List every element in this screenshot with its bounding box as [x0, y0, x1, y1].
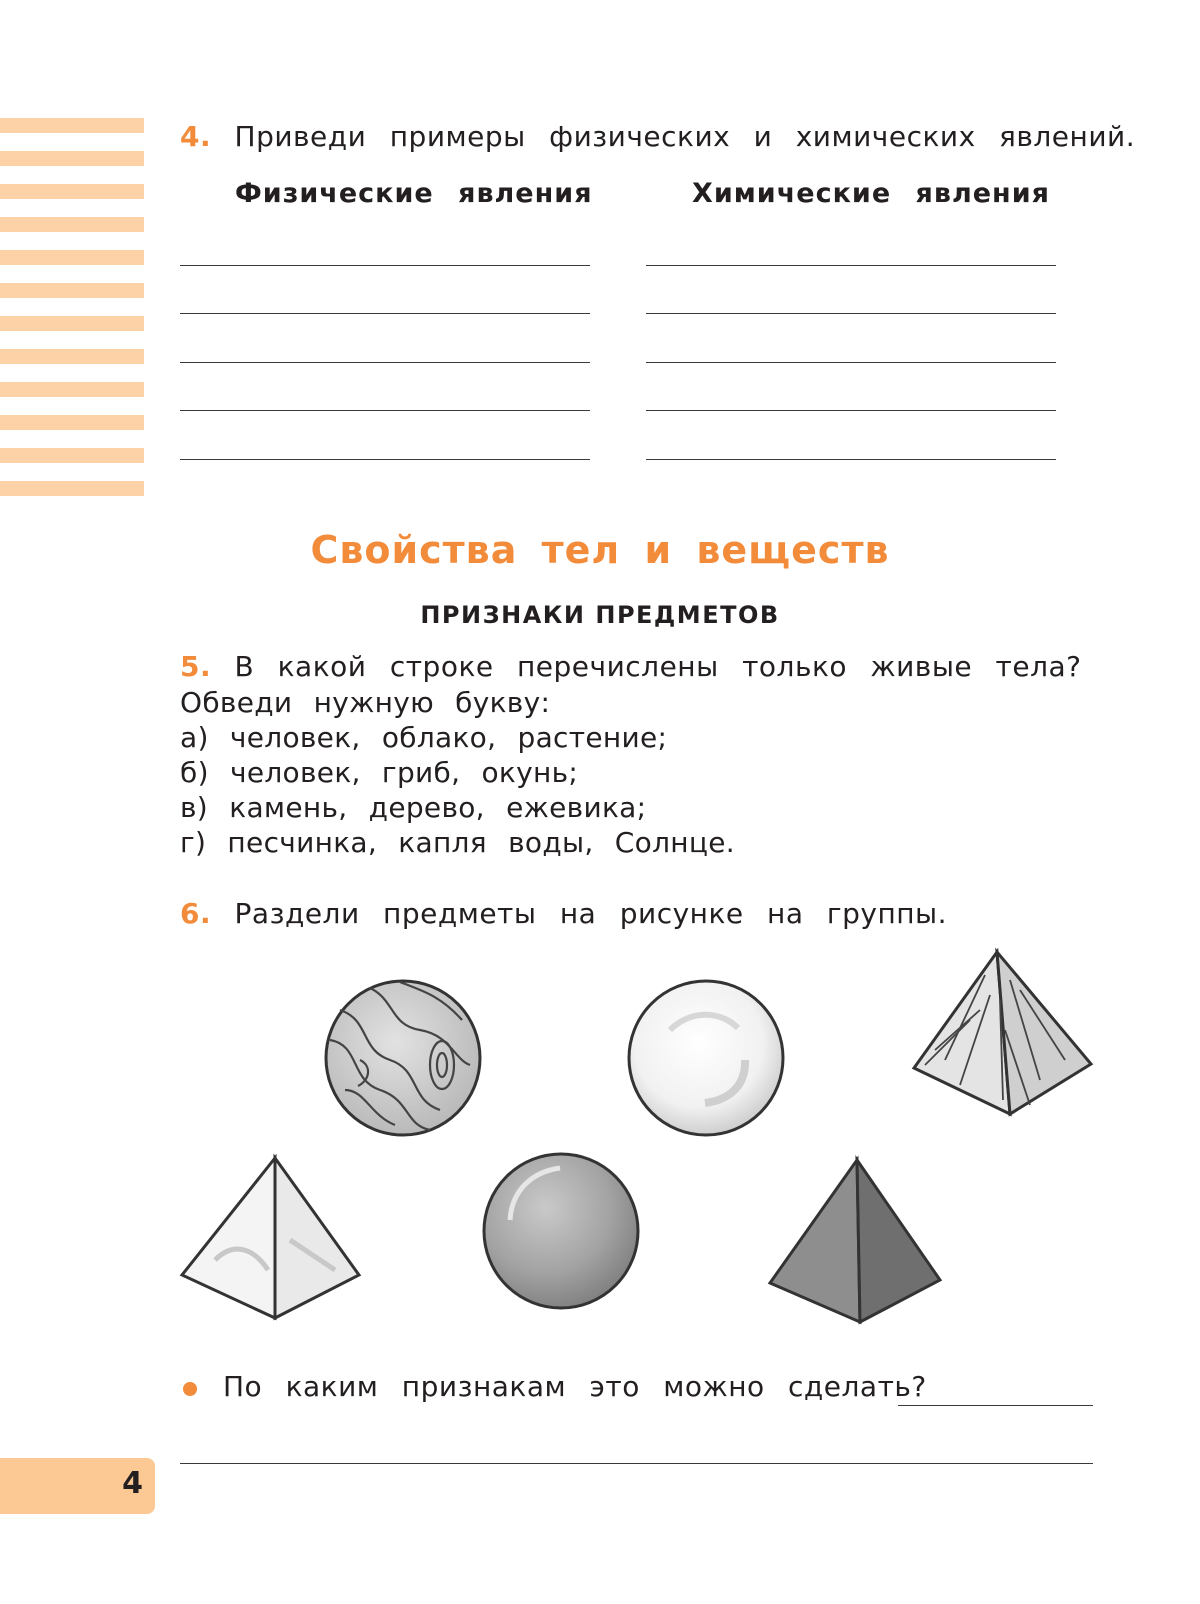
answer-line[interactable] [646, 410, 1056, 411]
task5-prompt [180, 650, 1082, 683]
task4-prompt [180, 120, 1135, 153]
task5-number: 5. [180, 650, 212, 683]
stripe [0, 250, 144, 265]
page-number: 4 [122, 1466, 143, 1501]
stripe [0, 448, 144, 463]
answer-line[interactable] [646, 265, 1056, 266]
section-title: Свойства тел и веществ [310, 528, 890, 572]
option-v[interactable]: в) камень, дерево, ежевика; [180, 791, 647, 824]
task4-text: Приведи примеры физических и химических явлений. [234, 120, 1136, 153]
answer-line-full[interactable] [180, 1463, 1093, 1464]
stripe [0, 118, 144, 133]
page-number-tab [0, 1458, 155, 1514]
stripe [0, 184, 144, 199]
task5-instruction: Обведи нужную букву: [180, 686, 551, 719]
shapes-illustration [0, 940, 1200, 1330]
gray-sphere [484, 1154, 638, 1308]
task5-line1: В какой строке перечислены только живые тела? [234, 650, 1082, 683]
option-b[interactable]: б) человек, гриб, окунь; [180, 756, 579, 789]
answer-line[interactable] [646, 313, 1056, 314]
stripe [0, 316, 144, 331]
stripe [0, 415, 144, 430]
task4-number: 4. [180, 120, 212, 153]
stripe [0, 283, 144, 298]
section-subtitle: ПРИЗНАКИ ПРЕДМЕТОВ [420, 601, 780, 629]
answer-line[interactable] [180, 459, 590, 460]
gray-pyramid [770, 1160, 940, 1322]
task6-number: 6. [180, 897, 212, 930]
bullet-icon [183, 1382, 197, 1396]
answer-line[interactable] [646, 362, 1056, 363]
task6-text: Раздели предметы на рисунке на группы. [234, 897, 948, 930]
stripe [0, 151, 144, 166]
answer-line[interactable] [646, 459, 1056, 460]
wooden-pyramid [914, 952, 1091, 1114]
task6-question: По каким признакам это можно сделать? [223, 1370, 927, 1403]
answer-line[interactable] [180, 410, 590, 411]
column-header-chemical: Химические явления [692, 178, 1050, 209]
answer-line[interactable] [180, 362, 590, 363]
column-header-physical: Физические явления [235, 178, 593, 209]
stripe [0, 382, 144, 397]
option-a[interactable]: а) человек, облако, растение; [180, 721, 668, 754]
glass-pyramid [182, 1158, 359, 1318]
answer-line[interactable] [180, 313, 590, 314]
task6-prompt [180, 897, 947, 930]
stripe [0, 349, 144, 364]
answer-line-inline[interactable] [898, 1405, 1093, 1406]
stripe [0, 481, 144, 496]
white-sphere [629, 981, 783, 1135]
answer-line[interactable] [180, 265, 590, 266]
wooden-sphere [326, 981, 480, 1135]
stripe [0, 217, 144, 232]
option-g[interactable]: г) песчинка, капля воды, Солнце. [180, 826, 735, 859]
